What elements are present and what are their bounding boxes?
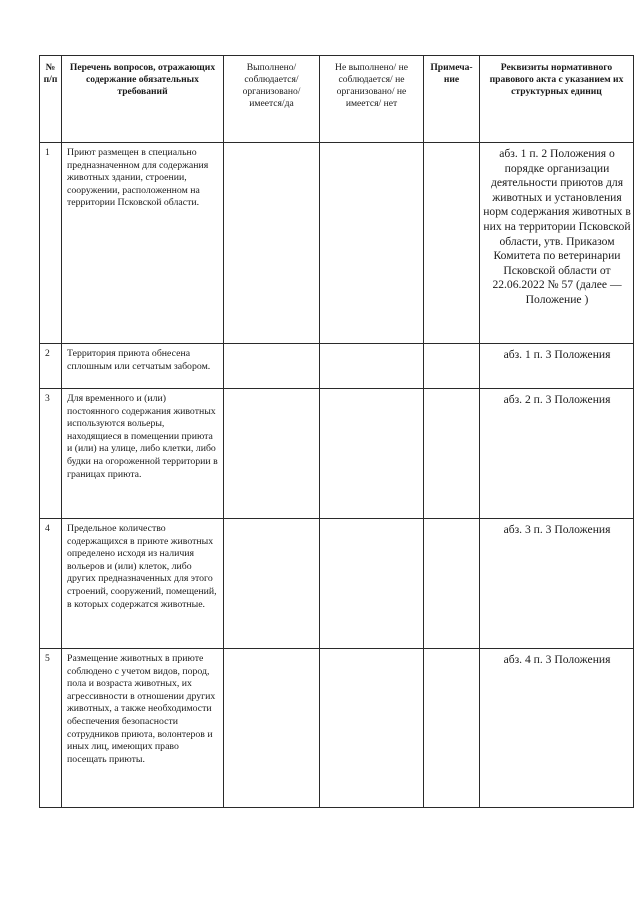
done-cell[interactable]	[224, 344, 320, 389]
requisites-cell: абз. 4 п. 3 Положения	[480, 649, 634, 808]
done-cell[interactable]	[224, 649, 320, 808]
header-questions: Перечень вопросов, отражающих содержание обязательных требований	[62, 56, 224, 143]
table-row	[40, 344, 634, 389]
done-cell[interactable]	[224, 389, 320, 519]
question-text: Для временного и (или) постоянного содержания животных используются вольеры, находящиеся в помещении приюта и (или) на улице, либо клетки, либо будки на огороженной территории в границах приюта.	[62, 389, 224, 519]
not-done-cell[interactable]	[320, 344, 424, 389]
note-cell[interactable]	[424, 344, 480, 389]
row-number: 1	[40, 143, 62, 344]
not-done-cell[interactable]	[320, 143, 424, 344]
table-row	[40, 143, 634, 344]
header-number: № п/п	[40, 56, 62, 143]
header-not-done: Не выполнено/ не соблюдается/ не организовано/ не имеется/ нет	[320, 56, 424, 143]
requisites-cell: абз. 2 п. 3 Положения	[480, 389, 634, 519]
requisites-cell: абз. 1 п. 3 Положения	[480, 344, 634, 389]
not-done-cell[interactable]	[320, 519, 424, 649]
row-number: 5	[40, 649, 62, 808]
requisites-cell: абз. 1 п. 2 Положения о порядке организации деятельности приютов для животных и установления норм содержания животных в них на территории Псковской области, утв. Приказом Комитета по ветеринарии Псковской области от 22.06.2022 № 57 (далее — Положение )	[480, 143, 634, 344]
question-text: Размещение животных в приюте соблюдено с учетом видов, пород, пола и возраста животных, их агрессивности в отношении других животных, а также необходимости обеспечения безопасности сотрудников приюта, волонтеров и иных лиц, имеющих право посещать приюты.	[62, 649, 224, 808]
header-row	[40, 56, 634, 143]
not-done-cell[interactable]	[320, 649, 424, 808]
header-requisites: Реквизиты нормативного правового акта с указанием их структурных единиц	[480, 56, 634, 143]
note-cell[interactable]	[424, 389, 480, 519]
table-row	[40, 519, 634, 649]
question-text: Территория приюта обнесена сплошным или сетчатым забором.	[62, 344, 224, 389]
question-text: Приют размещен в специально предназначенном для содержания животных здании, строении, сооружении, расположенном на территории Псковской области.	[62, 143, 224, 344]
row-number: 4	[40, 519, 62, 649]
table-row	[40, 389, 634, 519]
row-number: 2	[40, 344, 62, 389]
note-cell[interactable]	[424, 143, 480, 344]
question-text: Предельное количество содержащихся в приюте животных определено исходя из наличия вольеров и (или) клеток, либо других предназначенных для этого строений, сооружений, помещений, в которых содержатся животные.	[62, 519, 224, 649]
done-cell[interactable]	[224, 519, 320, 649]
checklist-table	[39, 55, 634, 808]
row-number: 3	[40, 389, 62, 519]
note-cell[interactable]	[424, 519, 480, 649]
note-cell[interactable]	[424, 649, 480, 808]
table-row	[40, 649, 634, 808]
header-note: Примеча-ние	[424, 56, 480, 143]
requisites-cell: абз. 3 п. 3 Положения	[480, 519, 634, 649]
done-cell[interactable]	[224, 143, 320, 344]
not-done-cell[interactable]	[320, 389, 424, 519]
header-done: Выполнено/ соблюдается/ организовано/ имеется/да	[224, 56, 320, 143]
